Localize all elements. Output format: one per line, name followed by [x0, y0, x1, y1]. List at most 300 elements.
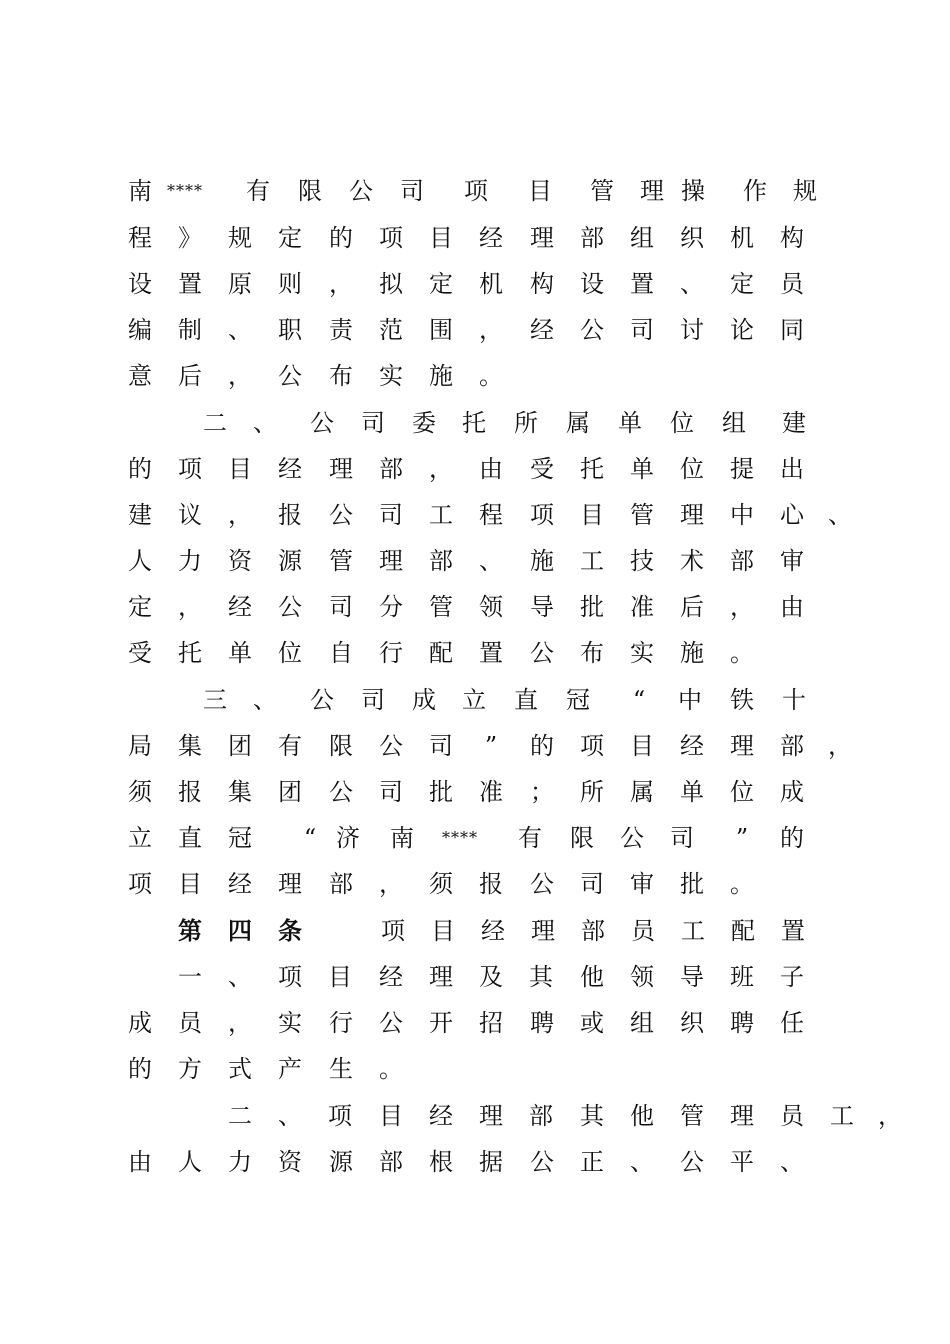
text-glyph: 配 [429, 639, 453, 667]
text-glyph: 员 [780, 270, 804, 298]
text-glyph: 成 [412, 686, 436, 714]
text-glyph: 出 [780, 455, 804, 483]
text-glyph: 定 [730, 270, 754, 298]
text-glyph: 、 [228, 963, 252, 991]
text-glyph: ， [878, 1102, 902, 1130]
text-glyph: 司 [329, 593, 353, 621]
text-glyph: 单 [680, 778, 704, 806]
text-glyph: 、 [780, 1148, 804, 1176]
text-glyph: 铁 [730, 686, 754, 714]
text-glyph: 、 [630, 1148, 654, 1176]
text-glyph: 经 [481, 917, 505, 945]
text-glyph: 经 [479, 224, 503, 252]
text-glyph: 职 [278, 316, 302, 344]
text-glyph: 中 [678, 686, 702, 714]
text-glyph: 、 [253, 409, 277, 437]
text-line [130, 587, 870, 627]
text-glyph: 审 [630, 870, 654, 898]
text-glyph: 源 [278, 547, 302, 575]
text-glyph: 部 [780, 732, 804, 760]
text-line [130, 541, 870, 581]
text-line [130, 1003, 870, 1043]
text-glyph: 置 [479, 639, 503, 667]
text-glyph: 置 [178, 270, 202, 298]
text-glyph: 施 [429, 362, 453, 390]
text-glyph: 司 [630, 316, 654, 344]
text-glyph: 子 [780, 963, 804, 991]
text-glyph: 织 [680, 224, 704, 252]
text-glyph: 司 [580, 870, 604, 898]
text-glyph: 组 [630, 1009, 654, 1037]
text-glyph: 单 [630, 455, 654, 483]
text-line [180, 957, 920, 997]
text-glyph: 部 [730, 547, 754, 575]
text-glyph: 南 [390, 824, 414, 852]
text-glyph: 目 [379, 1102, 403, 1130]
text-glyph: ， [379, 870, 403, 898]
text-glyph: 项 [464, 177, 488, 205]
text-glyph: 所 [514, 409, 538, 437]
text-glyph: 领 [479, 593, 503, 621]
text-glyph: 报 [278, 501, 302, 529]
text-glyph: 司 [670, 824, 694, 852]
text-glyph: 目 [630, 732, 654, 760]
text-glyph: 单 [618, 409, 642, 437]
text-glyph: 公 [278, 362, 302, 390]
text-glyph: 建 [782, 409, 806, 437]
text-line [180, 680, 920, 720]
text-glyph: 导 [680, 963, 704, 991]
text-glyph: 公 [349, 177, 373, 205]
text-line [180, 911, 920, 951]
text-glyph: 。 [730, 639, 754, 667]
text-glyph: 行 [329, 1009, 353, 1037]
text-glyph: 组 [722, 409, 746, 437]
text-glyph: 公 [530, 1148, 554, 1176]
text-glyph: 力 [228, 1148, 252, 1176]
text-glyph: 拟 [379, 270, 403, 298]
text-glyph: 报 [178, 778, 202, 806]
text-glyph: 属 [630, 778, 654, 806]
text-glyph: 围 [429, 316, 453, 344]
text-glyph: 位 [670, 409, 694, 437]
text-glyph: 项 [328, 1102, 352, 1130]
text-glyph: 》 [178, 224, 202, 252]
text-glyph: ” [484, 732, 498, 760]
text-glyph: 由 [479, 455, 503, 483]
text-glyph: 布 [580, 639, 604, 667]
text-glyph: 施 [680, 639, 704, 667]
text-glyph: 成 [780, 778, 804, 806]
text-glyph: ； [530, 778, 554, 806]
text-glyph: 开 [429, 1009, 453, 1037]
text-glyph: 任 [780, 1009, 804, 1037]
text-glyph: 准 [479, 778, 503, 806]
text-glyph: 公 [530, 639, 554, 667]
text-glyph: 定 [278, 224, 302, 252]
text-glyph: 目 [429, 224, 453, 252]
text-glyph: 同 [780, 316, 804, 344]
text-line [130, 633, 870, 673]
text-glyph: 有 [518, 824, 542, 852]
text-glyph: 、 [278, 1102, 302, 1130]
text-glyph: 工 [580, 547, 604, 575]
text-glyph: 理 [680, 501, 704, 529]
text-glyph: 的 [530, 732, 554, 760]
text-glyph: 报 [479, 870, 503, 898]
text-glyph: 受 [530, 455, 554, 483]
text-glyph: 、 [228, 316, 252, 344]
text-glyph: 公 [310, 409, 334, 437]
text-glyph: 直 [178, 824, 202, 852]
text-glyph: 项 [178, 455, 202, 483]
text-glyph: 一 [178, 963, 202, 991]
text-glyph: 立 [462, 686, 486, 714]
text-glyph: 经 [680, 732, 704, 760]
text-glyph: 平 [730, 1148, 754, 1176]
text-glyph: 公 [278, 593, 302, 621]
text-glyph: “ [303, 824, 317, 852]
text-glyph: 程 [128, 224, 152, 252]
text-glyph: 公 [379, 1009, 403, 1037]
text-glyph: 配 [731, 917, 755, 945]
text-glyph: 程 [479, 501, 503, 529]
text-glyph: 工 [830, 1102, 854, 1130]
text-glyph: 目 [431, 917, 455, 945]
text-glyph: ， [228, 501, 252, 529]
text-glyph: 四 [228, 916, 252, 945]
text-glyph: 理 [278, 870, 302, 898]
text-glyph: 团 [278, 778, 302, 806]
text-glyph: 定 [128, 593, 152, 621]
text-glyph: 心 [780, 501, 804, 529]
text-glyph: 公 [329, 501, 353, 529]
text-glyph: 管 [329, 547, 353, 575]
text-glyph: 人 [128, 547, 152, 575]
text-glyph: 项 [379, 224, 403, 252]
text-glyph: 委 [412, 409, 436, 437]
text-glyph: 定 [429, 270, 453, 298]
text-glyph: 论 [730, 316, 754, 344]
text-glyph: 由 [128, 1148, 152, 1176]
text-line [130, 495, 870, 535]
text-glyph: 立 [128, 824, 152, 852]
text-glyph: 理 [530, 224, 554, 252]
text-glyph: 十 [782, 686, 806, 714]
text-glyph: 冠 [566, 686, 590, 714]
text-glyph: 建 [128, 501, 152, 529]
text-glyph: 位 [730, 778, 754, 806]
text-glyph: 二 [228, 1102, 252, 1130]
text-glyph: 及 [479, 963, 503, 991]
text-glyph: 直 [514, 686, 538, 714]
text-glyph: 实 [630, 639, 654, 667]
text-glyph: 置 [781, 917, 805, 945]
text-glyph: 司 [379, 501, 403, 529]
text-line [130, 1142, 870, 1182]
text-line [130, 864, 870, 904]
text-glyph: 领 [630, 963, 654, 991]
text-glyph: 集 [228, 778, 252, 806]
text-glyph: 限 [298, 177, 322, 205]
text-glyph: 作 [743, 177, 767, 205]
text-glyph: 或 [580, 1009, 604, 1037]
text-glyph: “ [632, 686, 646, 714]
text-glyph: 批 [580, 593, 604, 621]
text-glyph: 资 [278, 1148, 302, 1176]
text-glyph: 目 [328, 963, 352, 991]
text-glyph: 项 [530, 501, 554, 529]
text-glyph: 南 [128, 177, 152, 205]
text-glyph: 责 [329, 316, 353, 344]
text-glyph: 自 [329, 639, 353, 667]
text-glyph: 他 [580, 963, 604, 991]
text-glyph: 式 [228, 1055, 252, 1083]
text-glyph: 织 [680, 1009, 704, 1037]
text-glyph: 班 [730, 963, 754, 991]
text-glyph: 、 [253, 686, 277, 714]
text-glyph: 施 [530, 547, 554, 575]
text-glyph: 冠 [228, 824, 252, 852]
text-line [130, 772, 870, 812]
text-glyph: 设 [128, 270, 152, 298]
text-glyph: 部 [379, 1148, 403, 1176]
text-glyph: 须 [429, 870, 453, 898]
text-glyph: 目 [178, 870, 202, 898]
text-glyph: 理 [329, 455, 353, 483]
text-glyph: 资 [228, 547, 252, 575]
text-glyph: ” [735, 824, 749, 852]
text-glyph: 有 [246, 177, 270, 205]
text-glyph: ， [228, 1009, 252, 1037]
text-line [130, 356, 870, 396]
text-glyph: 方 [178, 1055, 202, 1083]
text-glyph: 单 [228, 639, 252, 667]
text-line [130, 218, 870, 258]
text-glyph: 公 [379, 732, 403, 760]
text-glyph: ， [228, 362, 252, 390]
text-glyph: 批 [429, 778, 453, 806]
text-glyph: 局 [128, 732, 152, 760]
text-line [130, 264, 870, 304]
text-glyph: 聘 [730, 1009, 754, 1037]
text-glyph: 公 [580, 316, 604, 344]
text-line [130, 1049, 870, 1089]
text-glyph: 置 [630, 270, 654, 298]
text-glyph: 经 [379, 963, 403, 991]
text-glyph: 经 [530, 316, 554, 344]
text-glyph: 编 [128, 316, 152, 344]
text-glyph: 由 [780, 593, 804, 621]
text-glyph: 司 [379, 778, 403, 806]
text-glyph: 公 [310, 686, 334, 714]
text-glyph: 意 [128, 362, 152, 390]
text-glyph: 实 [278, 1009, 302, 1037]
text-glyph: 项 [128, 870, 152, 898]
text-glyph: 济 [336, 824, 360, 852]
text-glyph: 规 [793, 177, 817, 205]
text-glyph: 团 [228, 732, 252, 760]
text-glyph: 有 [278, 732, 302, 760]
text-glyph: 审 [780, 547, 804, 575]
text-glyph: 司 [400, 177, 424, 205]
text-glyph: 理 [730, 1102, 754, 1130]
text-glyph: 产 [278, 1055, 302, 1083]
text-glyph: 中 [730, 501, 754, 529]
text-glyph: 。 [379, 1055, 403, 1083]
text-glyph: 目 [528, 177, 552, 205]
text-glyph: 管 [680, 1102, 704, 1130]
text-glyph: ， [178, 593, 202, 621]
text-glyph: 部 [529, 1102, 553, 1130]
text-glyph: 操 [681, 177, 705, 205]
text-glyph: 集 [178, 732, 202, 760]
text-glyph: 理 [479, 1102, 503, 1130]
text-line [130, 310, 870, 350]
text-glyph: 机 [479, 270, 503, 298]
text-glyph: 所 [580, 778, 604, 806]
text-glyph: 。 [730, 870, 754, 898]
text-line [130, 449, 870, 489]
text-glyph: 经 [278, 455, 302, 483]
text-line [130, 726, 870, 766]
text-glyph: 理 [730, 732, 754, 760]
text-glyph: 聘 [530, 1009, 554, 1037]
text-glyph: 属 [566, 409, 590, 437]
text-glyph: 部 [329, 870, 353, 898]
text-glyph: 托 [178, 639, 202, 667]
text-glyph: 理 [640, 177, 664, 205]
text-glyph: 司 [361, 686, 385, 714]
text-glyph: 第 [178, 916, 202, 945]
text-glyph: 部 [581, 917, 605, 945]
text-glyph: 限 [329, 732, 353, 760]
text-glyph: 。 [479, 362, 503, 390]
text-glyph: 机 [730, 224, 754, 252]
text-glyph: 托 [462, 409, 486, 437]
text-glyph: 公 [620, 824, 644, 852]
text-glyph: 员 [631, 917, 655, 945]
text-glyph: 位 [278, 639, 302, 667]
text-glyph: 根 [429, 1148, 453, 1176]
text-glyph: 员 [178, 1009, 202, 1037]
text-glyph: 目 [228, 455, 252, 483]
text-glyph: 正 [580, 1148, 604, 1176]
text-glyph: ， [828, 732, 852, 760]
text-glyph: 员 [780, 1102, 804, 1130]
text-glyph: 公 [329, 778, 353, 806]
text-glyph: 设 [580, 270, 604, 298]
text-glyph: 讨 [680, 316, 704, 344]
text-glyph: 公 [680, 1148, 704, 1176]
text-glyph: 限 [570, 824, 594, 852]
text-glyph: 导 [530, 593, 554, 621]
text-glyph: 后 [178, 362, 202, 390]
text-glyph: ， [429, 455, 453, 483]
text-glyph: 托 [580, 455, 604, 483]
text-glyph: 据 [479, 1148, 503, 1176]
text-glyph: **** [167, 181, 203, 200]
text-glyph: 则 [278, 270, 302, 298]
text-glyph: 经 [429, 1102, 453, 1130]
text-glyph: 布 [329, 362, 353, 390]
text-glyph: 目 [580, 501, 604, 529]
text-glyph: 批 [680, 870, 704, 898]
text-glyph: 的 [128, 455, 152, 483]
text-glyph: 工 [681, 917, 705, 945]
text-glyph: 受 [128, 639, 152, 667]
text-glyph: 议 [178, 501, 202, 529]
text-glyph: 术 [680, 547, 704, 575]
text-glyph: 组 [630, 224, 654, 252]
text-glyph: 部 [379, 455, 403, 483]
text-glyph: 实 [379, 362, 403, 390]
text-glyph: ， [730, 593, 754, 621]
text-glyph: 部 [429, 547, 453, 575]
text-line [130, 818, 870, 858]
text-glyph: 他 [630, 1102, 654, 1130]
text-glyph: 、 [479, 547, 503, 575]
text-glyph: 二 [203, 409, 227, 437]
text-glyph: 其 [529, 963, 553, 991]
text-glyph: 条 [278, 916, 302, 945]
text-glyph: 生 [329, 1055, 353, 1083]
text-glyph: 、 [828, 501, 852, 529]
text-glyph: 管 [630, 501, 654, 529]
text-glyph: 范 [379, 316, 403, 344]
text-glyph: **** [442, 828, 478, 847]
text-glyph: 须 [128, 778, 152, 806]
text-glyph: 位 [680, 455, 704, 483]
text-glyph: 管 [429, 593, 453, 621]
text-glyph: 经 [228, 593, 252, 621]
text-glyph: 司 [429, 732, 453, 760]
text-glyph: 规 [228, 224, 252, 252]
text-glyph: 的 [329, 224, 353, 252]
text-glyph: 项 [381, 917, 405, 945]
text-glyph: 源 [329, 1148, 353, 1176]
text-glyph: 的 [128, 1055, 152, 1083]
text-glyph: 构 [530, 270, 554, 298]
text-line [180, 1096, 920, 1136]
text-glyph: 技 [630, 547, 654, 575]
text-glyph: 项 [278, 963, 302, 991]
text-glyph: 部 [580, 224, 604, 252]
text-glyph: 成 [128, 1009, 152, 1037]
text-glyph: 工 [429, 501, 453, 529]
text-glyph: 构 [780, 224, 804, 252]
text-glyph: 管 [590, 177, 614, 205]
text-line [130, 171, 870, 211]
text-glyph: 分 [379, 593, 403, 621]
text-glyph: 准 [630, 593, 654, 621]
text-glyph: ， [329, 270, 353, 298]
text-glyph: 后 [680, 593, 704, 621]
text-glyph: 制 [178, 316, 202, 344]
text-glyph: 招 [479, 1009, 503, 1037]
text-glyph: 三 [203, 686, 227, 714]
text-glyph: 理 [429, 963, 453, 991]
text-glyph: 的 [780, 824, 804, 852]
text-glyph: 理 [379, 547, 403, 575]
text-glyph: 理 [531, 917, 555, 945]
text-glyph: 提 [730, 455, 754, 483]
text-glyph: ， [479, 316, 503, 344]
text-glyph: 公 [530, 870, 554, 898]
text-glyph: 司 [361, 409, 385, 437]
text-glyph: 人 [178, 1148, 202, 1176]
text-glyph: 经 [228, 870, 252, 898]
